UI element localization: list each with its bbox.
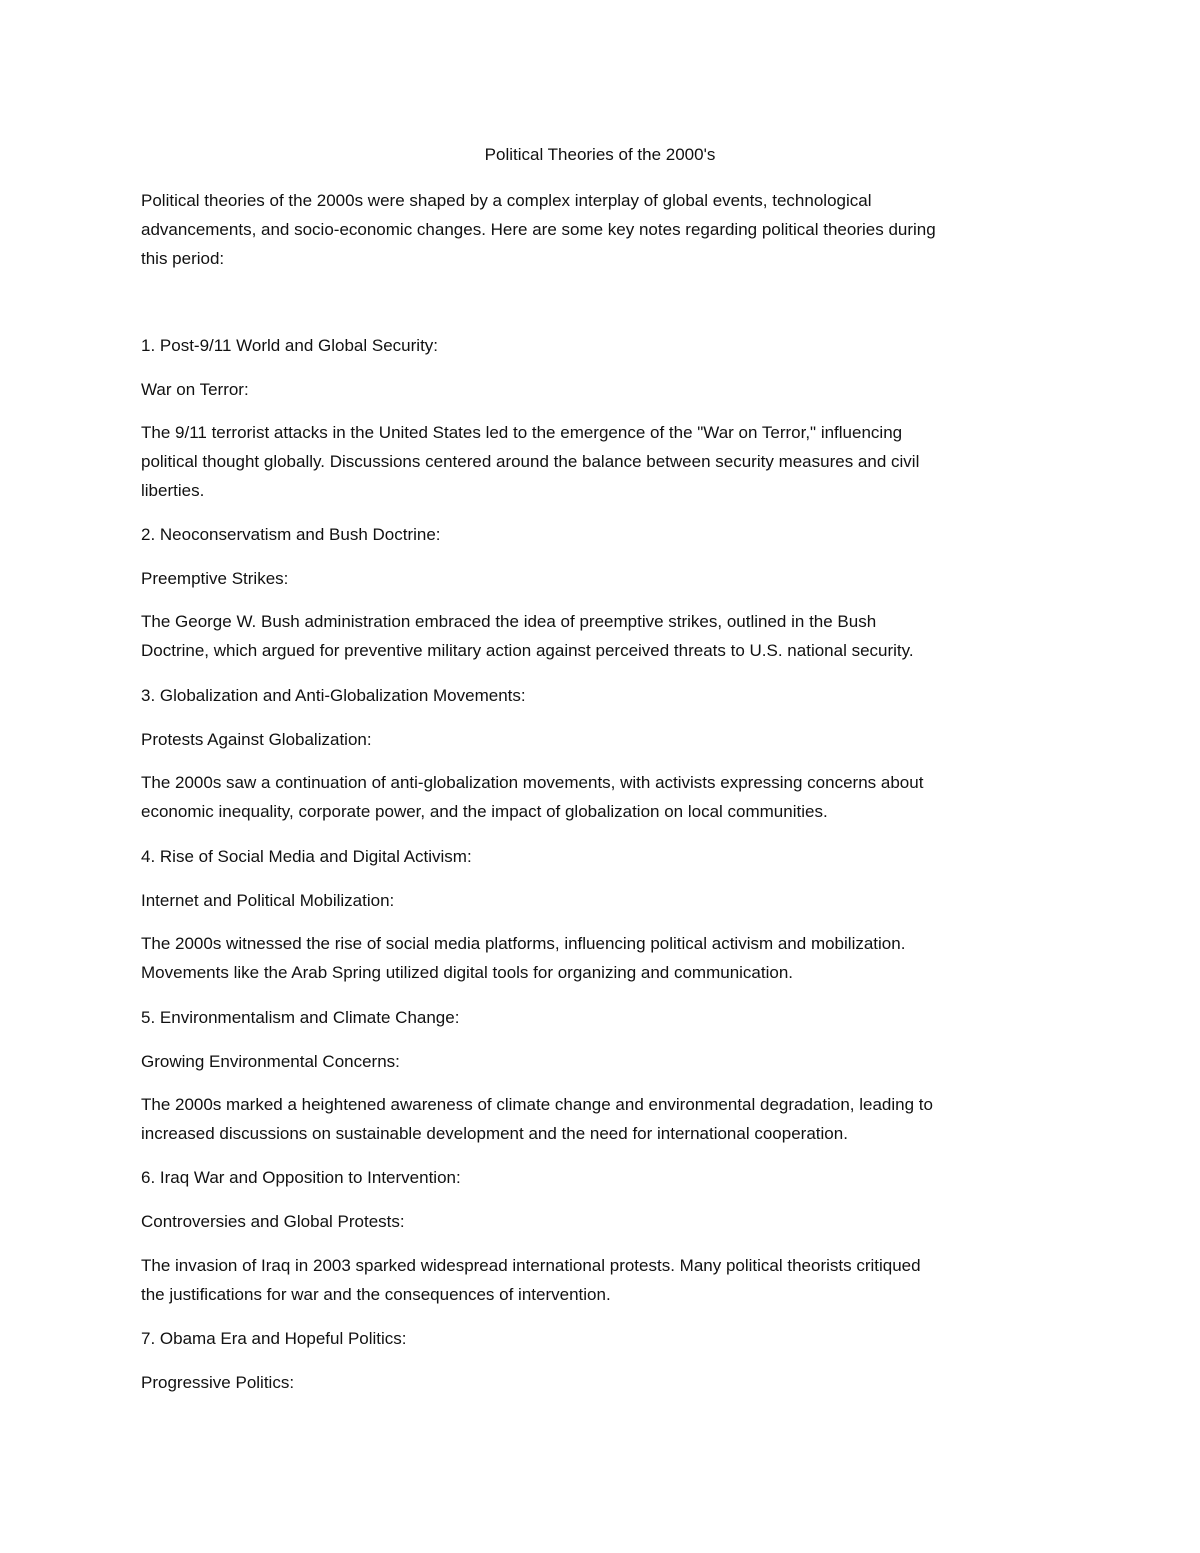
section-heading: 7. Obama Era and Hopeful Politics: [141, 1329, 407, 1348]
section-body [141, 1251, 1071, 1309]
body-line: liberties. [141, 481, 205, 500]
section-heading: 4. Rise of Social Media and Digital Activism: [141, 847, 472, 866]
body-line: The invasion of Iraq in 2003 sparked widespread international protests. Many political theorists critiqued [141, 1256, 921, 1275]
body-line: economic inequality, corporate power, and the impact of globalization on local communities. [141, 802, 828, 821]
body-line: increased discussions on sustainable development and the need for international cooperation. [141, 1124, 848, 1143]
section-subheading: Internet and Political Mobilization: [141, 891, 395, 910]
section-heading: 3. Globalization and Anti-Globalization Movements: [141, 686, 526, 705]
body-line: The 2000s witnessed the rise of social media platforms, influencing political activism and mobilization. [141, 934, 906, 953]
body-line: The George W. Bush administration embraced the idea of preemptive strikes, outlined in the Bush [141, 612, 877, 631]
section-subheading: Protests Against Globalization: [141, 730, 372, 749]
document-title: Political Theories of the 2000's [484, 145, 716, 164]
body-line: Doctrine, which argued for preventive military action against perceived threats to U.S. national security. [141, 641, 914, 660]
section-heading: 6. Iraq War and Opposition to Intervention: [141, 1168, 461, 1187]
section-body [141, 607, 1071, 665]
section-subheading: Growing Environmental Concerns: [141, 1052, 400, 1071]
section-body [141, 418, 1071, 505]
section-body [141, 929, 1071, 987]
section-heading: 5. Environmentalism and Climate Change: [141, 1008, 460, 1027]
section-subheading: Controversies and Global Protests: [141, 1212, 405, 1231]
section-subheading: Progressive Politics: [141, 1373, 295, 1392]
section-heading: 2. Neoconservatism and Bush Doctrine: [141, 525, 441, 544]
body-line: The 9/11 terrorist attacks in the United States led to the emergence of the "War on Terror," influencing [141, 423, 903, 442]
intro-line: Political theories of the 2000s were shaped by a complex interplay of global events, technological [141, 191, 872, 210]
body-line: The 2000s marked a heightened awareness of climate change and environmental degradation, leading to [141, 1095, 933, 1114]
section-body [141, 1090, 1071, 1148]
body-line: political thought globally. Discussions centered around the balance between security measures and civil [141, 452, 920, 471]
intro-paragraph [141, 186, 1071, 273]
body-line: The 2000s saw a continuation of anti-globalization movements, with activists expressing concerns about [141, 773, 924, 792]
intro-line: advancements, and socio-economic changes. Here are some key notes regarding political theories during [141, 220, 936, 239]
section-body [141, 768, 1071, 826]
body-line: Movements like the Arab Spring utilized digital tools for organizing and communication. [141, 963, 794, 982]
section-heading: 1. Post-9/11 World and Global Security: [141, 336, 439, 355]
intro-line: this period: [141, 249, 225, 268]
body-line: the justifications for war and the consequences of intervention. [141, 1285, 611, 1304]
section-subheading: Preemptive Strikes: [141, 569, 289, 588]
section-subheading: War on Terror: [141, 380, 249, 399]
